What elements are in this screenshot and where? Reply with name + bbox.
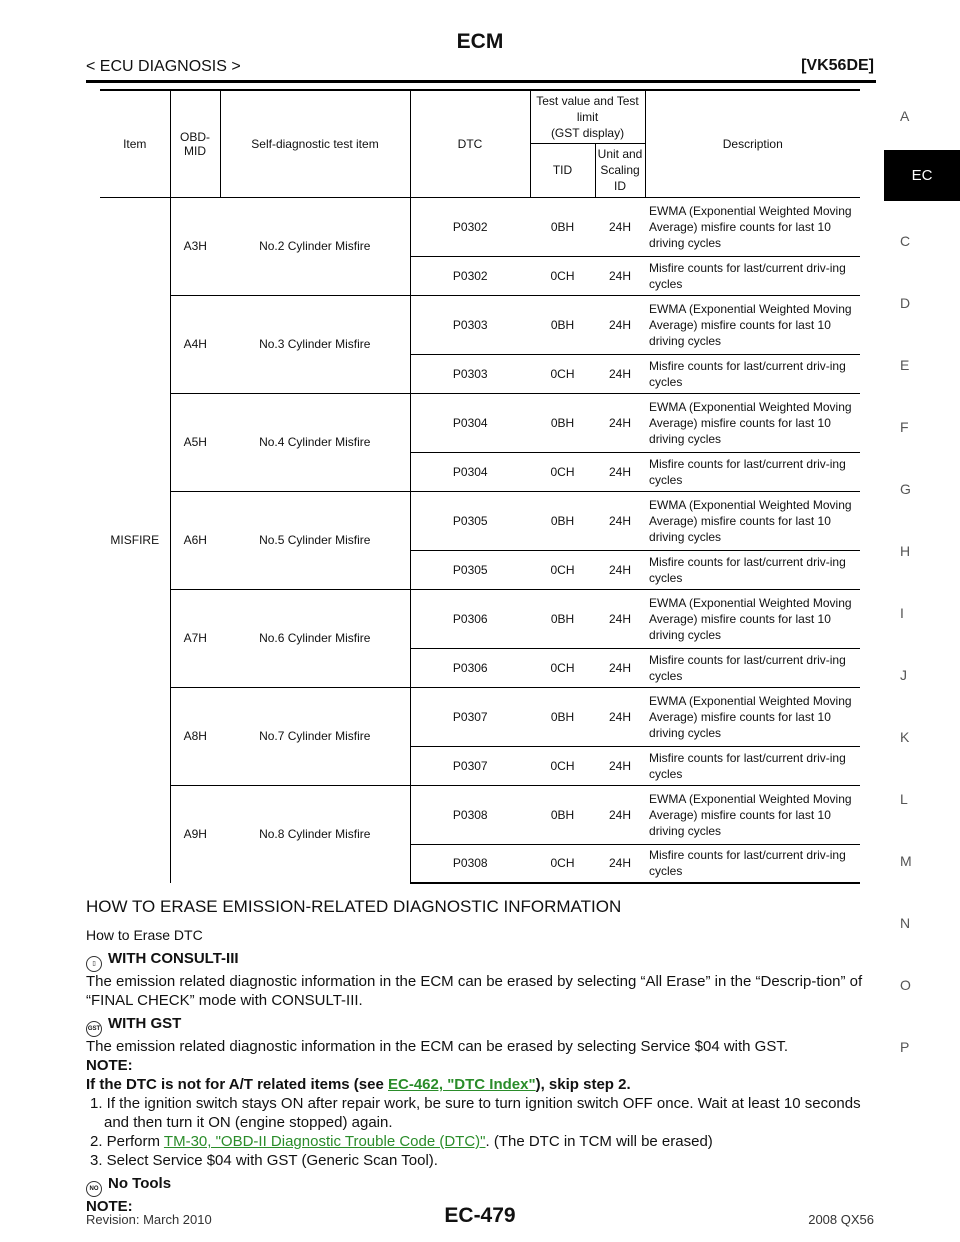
tid-cell: 0BH bbox=[530, 785, 595, 844]
tm30-link[interactable]: TM-30, "OBD-II Diagnostic Trouble Code (DTC)" bbox=[163, 1133, 486, 1150]
footer-page-number: EC-479 bbox=[444, 1204, 516, 1227]
dtc-cell: P0308 bbox=[410, 785, 530, 844]
dtc-cell: P0304 bbox=[410, 393, 530, 452]
dtc-cell: P0305 bbox=[410, 550, 530, 589]
description-cell: EWMA (Exponential Weighted Moving Average) misfire counts for last 10 driving cycles bbox=[645, 785, 860, 844]
side-index-h[interactable]: H bbox=[900, 543, 911, 559]
obd-mid-cell: A5H bbox=[170, 393, 220, 491]
table-row bbox=[100, 687, 860, 746]
tid-cell: 0BH bbox=[530, 393, 595, 452]
header-description: Description bbox=[645, 90, 860, 197]
unit-cell: 24H bbox=[595, 785, 645, 844]
header-unit: Unit and Scaling ID bbox=[595, 143, 645, 197]
unit-cell: 24H bbox=[595, 648, 645, 687]
subheading: How to Erase DTC bbox=[86, 927, 203, 943]
self-test-cell: No.5 Cylinder Misfire bbox=[220, 491, 410, 589]
side-index-n[interactable]: N bbox=[900, 915, 911, 931]
description-cell: Misfire counts for last/current driv-ing cycles bbox=[645, 746, 860, 785]
side-index-k[interactable]: K bbox=[900, 729, 910, 745]
unit-cell: 24H bbox=[595, 393, 645, 452]
description-cell: EWMA (Exponential Weighted Moving Average) misfire counts for last 10 driving cycles bbox=[645, 589, 860, 648]
step-2-prefix: 2. Perform bbox=[90, 1133, 164, 1150]
dtc-cell: P0305 bbox=[410, 491, 530, 550]
header-test-value: Test value and Test limit (GST display) bbox=[530, 90, 645, 143]
description-cell: EWMA (Exponential Weighted Moving Average) misfire counts for last 10 driving cycles bbox=[645, 491, 860, 550]
description-cell: Misfire counts for last/current driv-ing cycles bbox=[645, 844, 860, 883]
obd-mid-cell: A9H bbox=[170, 785, 220, 883]
header-obdmid: OBD- MID bbox=[170, 90, 220, 197]
tid-cell: 0CH bbox=[530, 354, 595, 393]
description-cell: EWMA (Exponential Weighted Moving Average) misfire counts for last 10 driving cycles bbox=[645, 393, 860, 452]
unit-cell: 24H bbox=[609, 219, 632, 234]
side-index-o[interactable]: O bbox=[900, 977, 911, 993]
description-cell: Misfire counts for last/current driv-ing cycles bbox=[645, 452, 860, 491]
side-index-p[interactable]: P bbox=[900, 1039, 910, 1055]
side-index-e[interactable]: E bbox=[900, 357, 910, 373]
header-rule bbox=[86, 80, 876, 83]
obd-mid-cell: A8H bbox=[170, 687, 220, 785]
dtc-cell: P0307 bbox=[410, 746, 530, 785]
note-prefix: If the DTC is not for A/T related items (see bbox=[86, 1076, 388, 1093]
item-cell: MISFIRE bbox=[110, 533, 160, 548]
unit-cell: 24H bbox=[595, 844, 645, 883]
obd-mid-cell: A3H bbox=[170, 197, 220, 295]
section-label: < ECU DIAGNOSIS > bbox=[86, 58, 241, 75]
dtc-index-link[interactable]: EC-462, "DTC Index" bbox=[388, 1076, 536, 1093]
side-index-a[interactable]: A bbox=[900, 108, 910, 124]
tid-cell: 0CH bbox=[530, 452, 595, 491]
gst-label: WITH GST bbox=[108, 1015, 182, 1032]
side-index-i[interactable]: I bbox=[900, 605, 904, 621]
unit-cell: 24H bbox=[595, 687, 645, 746]
tid-cell: 0BH bbox=[550, 219, 575, 234]
side-index-f[interactable]: F bbox=[900, 419, 909, 435]
consult-icon: ▯ bbox=[86, 956, 102, 972]
tid-cell: 0CH bbox=[530, 844, 595, 883]
dtc-cell: P0304 bbox=[410, 452, 530, 491]
tid-cell: 0CH bbox=[530, 746, 595, 785]
dtc-cell: P0303 bbox=[410, 354, 530, 393]
section-heading: HOW TO ERASE EMISSION-RELATED DIAGNOSTIC INFORMATION bbox=[86, 897, 622, 916]
self-test-cell: No.3 Cylinder Misfire bbox=[220, 295, 410, 393]
erase-instructions bbox=[86, 897, 886, 1216]
dtc-cell: P0306 bbox=[410, 648, 530, 687]
obd-mid-cell: A7H bbox=[170, 589, 220, 687]
tid-cell: 0CH bbox=[530, 256, 595, 295]
table-row bbox=[100, 491, 860, 550]
side-index-c[interactable]: C bbox=[900, 233, 911, 249]
unit-cell: 24H bbox=[595, 491, 645, 550]
obd-mid-cell: A4H bbox=[170, 295, 220, 393]
gst-text: The emission related diagnostic information in the ECM can be erased by selecting Service $04 with GST. bbox=[86, 1038, 789, 1055]
side-index-m[interactable]: M bbox=[900, 853, 912, 869]
gst-icon: GST bbox=[86, 1021, 102, 1037]
no-tools-icon: NO bbox=[86, 1181, 102, 1197]
header-tid: TID bbox=[530, 143, 595, 197]
header-item: Item bbox=[100, 90, 170, 197]
self-test-cell: No.8 Cylinder Misfire bbox=[220, 785, 410, 883]
footer-revision: Revision: March 2010 bbox=[86, 1212, 212, 1227]
consult-text: The emission related diagnostic information in the ECM can be erased by selecting “All Erase” in the “Descrip-tion” of “FINAL CHECK” mode with CONSULT-III. bbox=[86, 973, 863, 1009]
unit-cell: 24H bbox=[595, 550, 645, 589]
note2-label: NOTE: bbox=[86, 1198, 133, 1215]
side-index-g[interactable]: G bbox=[900, 481, 911, 497]
step-3: 3. Select Service $04 with GST (Generic Scan Tool). bbox=[90, 1152, 438, 1169]
header-dtc: DTC bbox=[410, 90, 530, 197]
section-tab-ec[interactable]: EC bbox=[884, 150, 960, 201]
consult-label: WITH CONSULT-III bbox=[108, 950, 239, 967]
dtc-cell: P0302 bbox=[410, 256, 530, 295]
description-cell: Misfire counts for last/current driv-ing cycles bbox=[645, 648, 860, 687]
unit-cell: 24H bbox=[595, 452, 645, 491]
description-cell: Misfire counts for last/current driv-ing cycles bbox=[645, 354, 860, 393]
engine-code: [VK56DE] bbox=[801, 57, 874, 74]
tid-cell: 0BH bbox=[530, 295, 595, 354]
side-index-l[interactable]: L bbox=[900, 791, 908, 807]
diagnostic-table bbox=[100, 89, 860, 884]
unit-cell: 24H bbox=[595, 256, 645, 295]
self-test-cell: No.7 Cylinder Misfire bbox=[220, 687, 410, 785]
step-2-suffix: . (The DTC in TCM will be erased) bbox=[485, 1133, 713, 1150]
obd-mid-cell: A6H bbox=[170, 491, 220, 589]
tid-cell: 0BH bbox=[530, 687, 595, 746]
tid-cell: 0BH bbox=[530, 589, 595, 648]
no-tools-label: No Tools bbox=[108, 1175, 172, 1192]
unit-cell: 24H bbox=[595, 746, 645, 785]
side-index-d[interactable]: D bbox=[900, 295, 911, 311]
self-test-cell: No.4 Cylinder Misfire bbox=[220, 393, 410, 491]
self-test-cell: No.2 Cylinder Misfire bbox=[259, 239, 371, 253]
unit-cell: 24H bbox=[595, 354, 645, 393]
unit-cell: 24H bbox=[595, 589, 645, 648]
description-cell: Misfire counts for last/current driv-ing cycles bbox=[645, 550, 860, 589]
tid-cell: 0CH bbox=[530, 550, 595, 589]
dtc-cell: P0307 bbox=[410, 687, 530, 746]
dtc-cell: P0303 bbox=[410, 295, 530, 354]
self-test-cell: No.6 Cylinder Misfire bbox=[220, 589, 410, 687]
header-self-test: Self-diagnostic test item bbox=[220, 90, 410, 197]
table-row bbox=[100, 295, 860, 354]
tid-cell: 0CH bbox=[530, 648, 595, 687]
table-row bbox=[100, 589, 860, 648]
description-cell: EWMA (Exponential Weighted Moving Average) misfire counts for last 10 driving cycles bbox=[645, 687, 860, 746]
unit-cell: 24H bbox=[595, 295, 645, 354]
dtc-cell: P0302 bbox=[410, 197, 530, 256]
description-cell: EWMA (Exponential Weighted Moving Average) misfire counts for last 10 driving cycles bbox=[645, 295, 860, 354]
side-index-j[interactable]: J bbox=[900, 667, 907, 683]
tid-cell: 0BH bbox=[530, 491, 595, 550]
description-cell: EWMA (Exponential Weighted Moving Average) misfire counts for last 10 driving cycles bbox=[649, 203, 852, 250]
table-row bbox=[100, 197, 860, 256]
table-row bbox=[100, 393, 860, 452]
footer-model: 2008 QX56 bbox=[808, 1212, 874, 1227]
page-title: ECM bbox=[456, 30, 504, 53]
table-row bbox=[100, 785, 860, 844]
description-cell: Misfire counts for last/current driv-ing cycles bbox=[645, 256, 860, 295]
dtc-cell: P0308 bbox=[410, 844, 530, 883]
note-suffix: ), skip step 2. bbox=[535, 1076, 631, 1093]
dtc-cell: P0306 bbox=[410, 589, 530, 648]
note-label: NOTE: bbox=[86, 1057, 133, 1074]
step-1: 1. If the ignition switch stays ON after repair work, be sure to turn ignition switch OFF once. Wait at least 10 seconds and then turn it ON (engine stopped) again. bbox=[90, 1095, 861, 1131]
